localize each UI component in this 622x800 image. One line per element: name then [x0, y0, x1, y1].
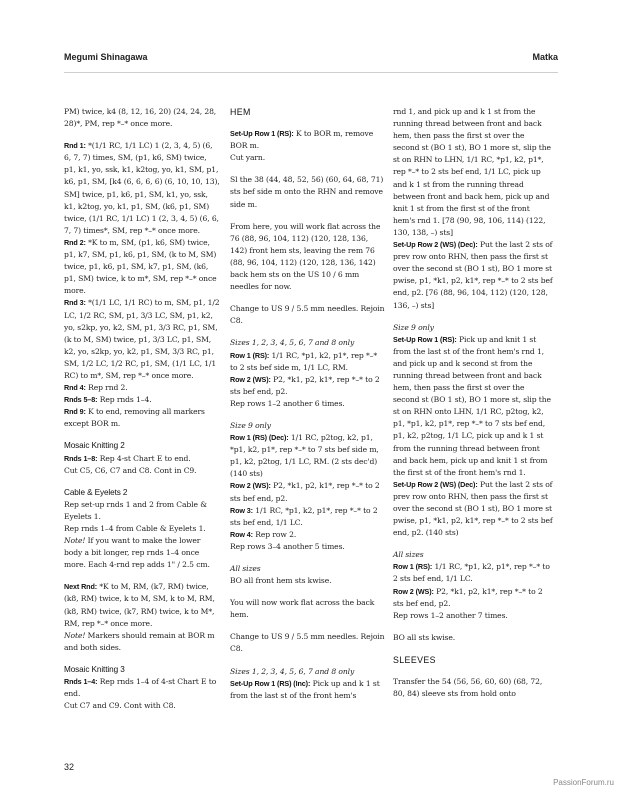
- instruction-row-2: [393, 586, 553, 610]
- row-text: 1/1 RC, *p1, k2, p1*, rep *–* to 2 sts bef end, 1/1 LC.: [230, 505, 378, 527]
- row-label: Rnd 4:: [64, 383, 86, 393]
- row-label: Set-Up Row 1 (RS) (Inc):: [230, 678, 311, 688]
- size-subheading: All sizes: [230, 564, 261, 573]
- paragraph: Rep set-up rnds 1 and 2 from Cable & Eyelets 1.: [64, 499, 207, 521]
- row-label: Next Rnd:: [64, 582, 98, 592]
- note-text: Markers should remain at BOR m and both sides.: [64, 630, 215, 652]
- instruction-row-1: [393, 561, 553, 585]
- instruction-rnd-1: [64, 140, 220, 237]
- row-label: Rnd 2:: [64, 237, 86, 247]
- paragraph: Cut C7 and C9. Cont with C8.: [64, 701, 176, 711]
- paragraph: rnd 1, and pick up and k 1 st from the running thread between front and back hem, then pass the first st over the second st (BO 1 st), BO 1 more st, slip the st on RHN to LHN, 1/1 RC, *p1, k2, p1*, rep *–* to 2 sts bef end, 1/1 LC, pick up and k 1 st from the running thread between front and back hem, pick up and knit 1 st from the first st of the front hem's rnd 1. [78 (90, 98, 106, 114) (122, 130, 138, –) sts]: [393, 107, 551, 237]
- paragraph: BO all sts kwise.: [393, 632, 456, 642]
- row-text: 1/1 RC, p2tog, k2, p1, *p1, k2, p1*, rep *–* to 7 sts bef side m, p1, k2, p2tog, 1/1 LC, RM. (2 sts dec'd) (140 sts): [230, 433, 379, 479]
- instruction-row-1: [230, 350, 386, 374]
- row-label: Row 2 (WS):: [230, 481, 271, 491]
- instruction-rnd-9: [64, 406, 220, 430]
- row-text: Rep rnd 2.: [85, 383, 128, 393]
- row-text: Rep row 2.: [252, 529, 297, 539]
- instruction-rnd-3: [64, 297, 220, 382]
- instruction-set-up-row-2-dec: [393, 239, 553, 312]
- row-label: Rnds 1–4:: [64, 677, 98, 687]
- text-column-3: [393, 106, 553, 700]
- page-header: [64, 52, 558, 68]
- instruction-row-2: [230, 480, 386, 504]
- row-label: Set-Up Row 2 (WS) (Dec):: [393, 479, 478, 489]
- size-subheading: Size 9 only: [393, 322, 434, 332]
- note: [64, 535, 220, 571]
- paragraph: Rep rows 1–2 another 6 times.: [230, 398, 345, 408]
- row-label: Rnd 1:: [64, 141, 86, 151]
- paragraph: Sl the 38 (44, 48, 52, 56) (60, 64, 68, 71) sts bef side m onto the RHN and remove side m.: [230, 175, 384, 209]
- paragraph: Change to US 9 / 5.5 mm needles. Rejoin C8.: [230, 304, 385, 326]
- row-label: Row 1 (RS):: [393, 562, 433, 572]
- note: [64, 630, 220, 654]
- row-text: P2, *k1, p2, k1*, rep *–* to 2 sts bef end, p2.: [393, 586, 543, 608]
- text-column-1: [64, 106, 220, 712]
- row-text: *K to M, RM, (k7, RM) twice, (k8, RM) twice, k to M, SM, k to M, RM, (k8, RM) twice, (k7, RM) twice, k to M*, RM, rep *–* once more.: [64, 582, 215, 628]
- row-label: Set-Up Row 1 (RS):: [393, 334, 457, 344]
- instruction-rnds-1-4: [64, 676, 220, 700]
- author-name: Megumi Shinagawa: [64, 52, 148, 62]
- paragraph: BO all front hem sts kwise.: [230, 576, 332, 586]
- row-label: Rnds 1–8:: [64, 453, 98, 463]
- row-text: K to BOR m, remove BOR m.: [230, 129, 374, 151]
- section-heading-hem: HEM: [230, 107, 251, 117]
- row-label: Rnd 3:: [64, 298, 86, 308]
- pattern-title: Matka: [532, 52, 558, 62]
- instruction-row-3: [230, 505, 386, 529]
- instruction-rnds-1-8: [64, 453, 220, 465]
- row-text: 1/1 RC, *p1, k2, p1*, rep *–* to 2 sts bef end, 1/1 LC.: [393, 562, 550, 584]
- paragraph: Rep rows 3–4 another 5 times.: [230, 541, 345, 551]
- paragraph: PM) twice, k4 (8, 12, 16, 20) (24, 24, 28, 28)*, PM, rep *–* once more.: [64, 107, 217, 129]
- note-text: If you want to make the lower body a bit longer, rep rnds 1–4 once more. Each 4-rnd rep adds 1" / 2.5 cm.: [64, 536, 210, 570]
- size-subheading: Sizes 1, 2, 3, 4, 5, 6, 7 and 8 only: [230, 338, 355, 348]
- row-label: Row 2 (WS):: [230, 374, 271, 384]
- section-heading-sleeves: SLEEVES: [393, 654, 436, 665]
- instruction-set-up-row-2-dec: [393, 479, 553, 539]
- page-number: 32: [64, 762, 75, 772]
- paragraph: Rep rnds 1–4 from Cable & Eyelets 1.: [64, 524, 206, 533]
- row-text: P2, *k1, p2, k1*, rep *–* to 2 sts bef end, p2.: [230, 374, 380, 396]
- row-text: *K to m, SM, (p1, k6, SM) twice, p1, k7, SM, p1, k6, p1, SM, (k to M, SM) twice, p1, k6, p1, SM, k7, p1, SM, (k6, p1, SM) twice, k to m*, SM, rep *–* once more.: [64, 237, 217, 296]
- row-text: Rep rnds 1–4 of 4-st Chart E to end.: [64, 677, 217, 699]
- row-label: Row 2 (WS):: [393, 586, 434, 596]
- row-text: Put the last 2 sts of prev row onto RHN, then pass the first st over the second st (BO 1 st), BO 1 more st pwise, p1, *k1, p2, k1*, rep *–* to 2 sts bef end, p2. [76 (88, 96, 104, 112) (120, 128, 136, –) sts]: [393, 240, 553, 310]
- instruction-rnd-4: [64, 382, 220, 394]
- text-column-2: [230, 106, 386, 702]
- paragraph: From here, you will work flat across the 76 (88, 96, 104, 112) (120, 128, 136, 142) front hem sts, leaving the rem 76 (88, 96, 104, 112) (120, 128, 136, 142) back hem sts on the US 10 / 6 mm needles for now.: [230, 221, 381, 292]
- size-subheading: Size 9 only: [230, 420, 271, 430]
- instruction-set-up-row-1: [230, 128, 386, 152]
- row-label: Rnds 5–8:: [64, 395, 98, 405]
- paragraph: Rep rows 1–2 another 7 times.: [393, 610, 508, 620]
- row-label: Rnd 9:: [64, 407, 86, 417]
- row-text: Pick up and knit 1 st from the last st of the front hem's rnd 1, and pick up and k second st from the running thread between front and back hem, then pass the first st over the second st (BO 1 st), BO 1 more st, slip the st on RHN onto LHN, 1/1 RC, p2tog, k2, p1, *p1, k2, p1*, rep *–* to 7 sts bef end, p1, k2, p2tog, 1/1 LC, pick up and k 1 st from the running thread between front and back hem, pick up and knit 1 st from the first st of the front hem's rnd 1.: [393, 334, 551, 477]
- instruction-row-1-dec: [230, 432, 386, 480]
- instruction-rnd-2: [64, 237, 220, 297]
- size-subheading: All sizes: [393, 550, 424, 560]
- paragraph: Cut yarn.: [230, 153, 266, 163]
- row-text: Rep rnds 1–4.: [97, 395, 152, 405]
- instruction-rnds-5-8: [64, 394, 220, 406]
- row-text: Rep 4-st Chart E to end.: [97, 453, 191, 463]
- row-text: Put the last 2 sts of prev row onto RHN, then pass the first st over the second st (BO 1 st), BO 1 more st pwise, p1, *k1, p2, k1*, rep *–* to 2 sts bef end, p2. (140 sts): [393, 479, 553, 538]
- instruction-row-4: [230, 529, 386, 541]
- paragraph: Transfer the 54 (56, 56, 60, 60) (68, 72, 80, 84) sleeve sts from hold onto: [393, 677, 543, 699]
- note-label: Note!: [64, 630, 86, 640]
- note-label: Note!: [64, 536, 86, 546]
- row-label: Set-Up Row 2 (WS) (Dec):: [393, 240, 478, 250]
- section-heading: Mosaic Knitting 3: [64, 664, 125, 674]
- row-text: *(1/1 LC, 1/1 RC) to m, SM, p1, 1/2 LC, 1/2 RC, SM, p1, 3/3 LC, SM, p1, k2, yo, s2kp, yo, k2, SM, p1, 3/3 RC, p1, SM, (k to M, SM) twice, p1, 3/3 LC, p1, SM, k2, yo, s2kp, yo, k2, p1, SM, 3/3 RC, p1, SM, 1/2 LC, 1/2 RC, p1, SM, (1/1 LC, 1/1 RC) to m*, SM, rep *–* once more.: [64, 298, 220, 380]
- row-text: P2, *k1, p2, k1*, rep *–* to 2 sts bef end, p2.: [230, 481, 380, 503]
- paragraph: Change to US 9 / 5.5 mm needles. Rejoin C8.: [230, 632, 385, 654]
- row-text: *(1/1 RC, 1/1 LC) 1 (2, 3, 4, 5) (6, 6, 7, 7) times, SM, (p1, k6, SM) twice, p1, k1, yo, ssk, k1, k2tog, yo, k1, SM, p1, k6, p1, SM, [k4 (6, 6, 6, 6) (6, 10, 10, 13), SM] twice, p1, k6, p1, SM, k1, yo, ssk, k1, k2tog, yo, k1, p1, SM, (k6, p1, SM) twice, (1/1 RC, 1/1 LC) 1 (2, 3, 4, 5) (6, 6, 7, 7) times*, SM, rep *–* once more.: [64, 141, 220, 235]
- row-text: K to end, removing all markers except BOR m.: [64, 407, 205, 429]
- header-divider: [64, 72, 558, 73]
- paragraph: Cut C5, C6, C7 and C8. Cont in C9.: [64, 465, 197, 475]
- row-label: Row 3:: [230, 505, 253, 515]
- instruction-set-up-row-1: [393, 334, 553, 479]
- row-label: Row 1 (RS):: [230, 350, 270, 360]
- section-heading: Cable & Eyelets 2: [64, 487, 128, 497]
- instruction-next-rnd: [64, 581, 220, 629]
- paragraph: You will now work flat across the back hem.: [230, 598, 375, 620]
- section-heading: Mosaic Knitting 2: [64, 441, 125, 451]
- row-text: Pick up and k 1 st from the last st of the front hem's: [230, 678, 380, 700]
- instruction-set-up-row-1-inc: [230, 678, 386, 702]
- row-label: Row 4:: [230, 529, 253, 539]
- size-subheading: Sizes 1, 2, 3, 4, 5, 6, 7 and 8 only: [230, 666, 355, 676]
- instruction-row-2: [230, 374, 386, 398]
- row-label: Row 1 (RS) (Dec):: [230, 433, 289, 443]
- watermark: PassionForum.ru: [553, 778, 614, 787]
- row-text: 1/1 RC, *p1, k2, p1*, rep *–* to 2 sts bef side m, 1/1 LC, RM.: [230, 350, 378, 372]
- row-label: Set-Up Row 1 (RS):: [230, 129, 294, 139]
